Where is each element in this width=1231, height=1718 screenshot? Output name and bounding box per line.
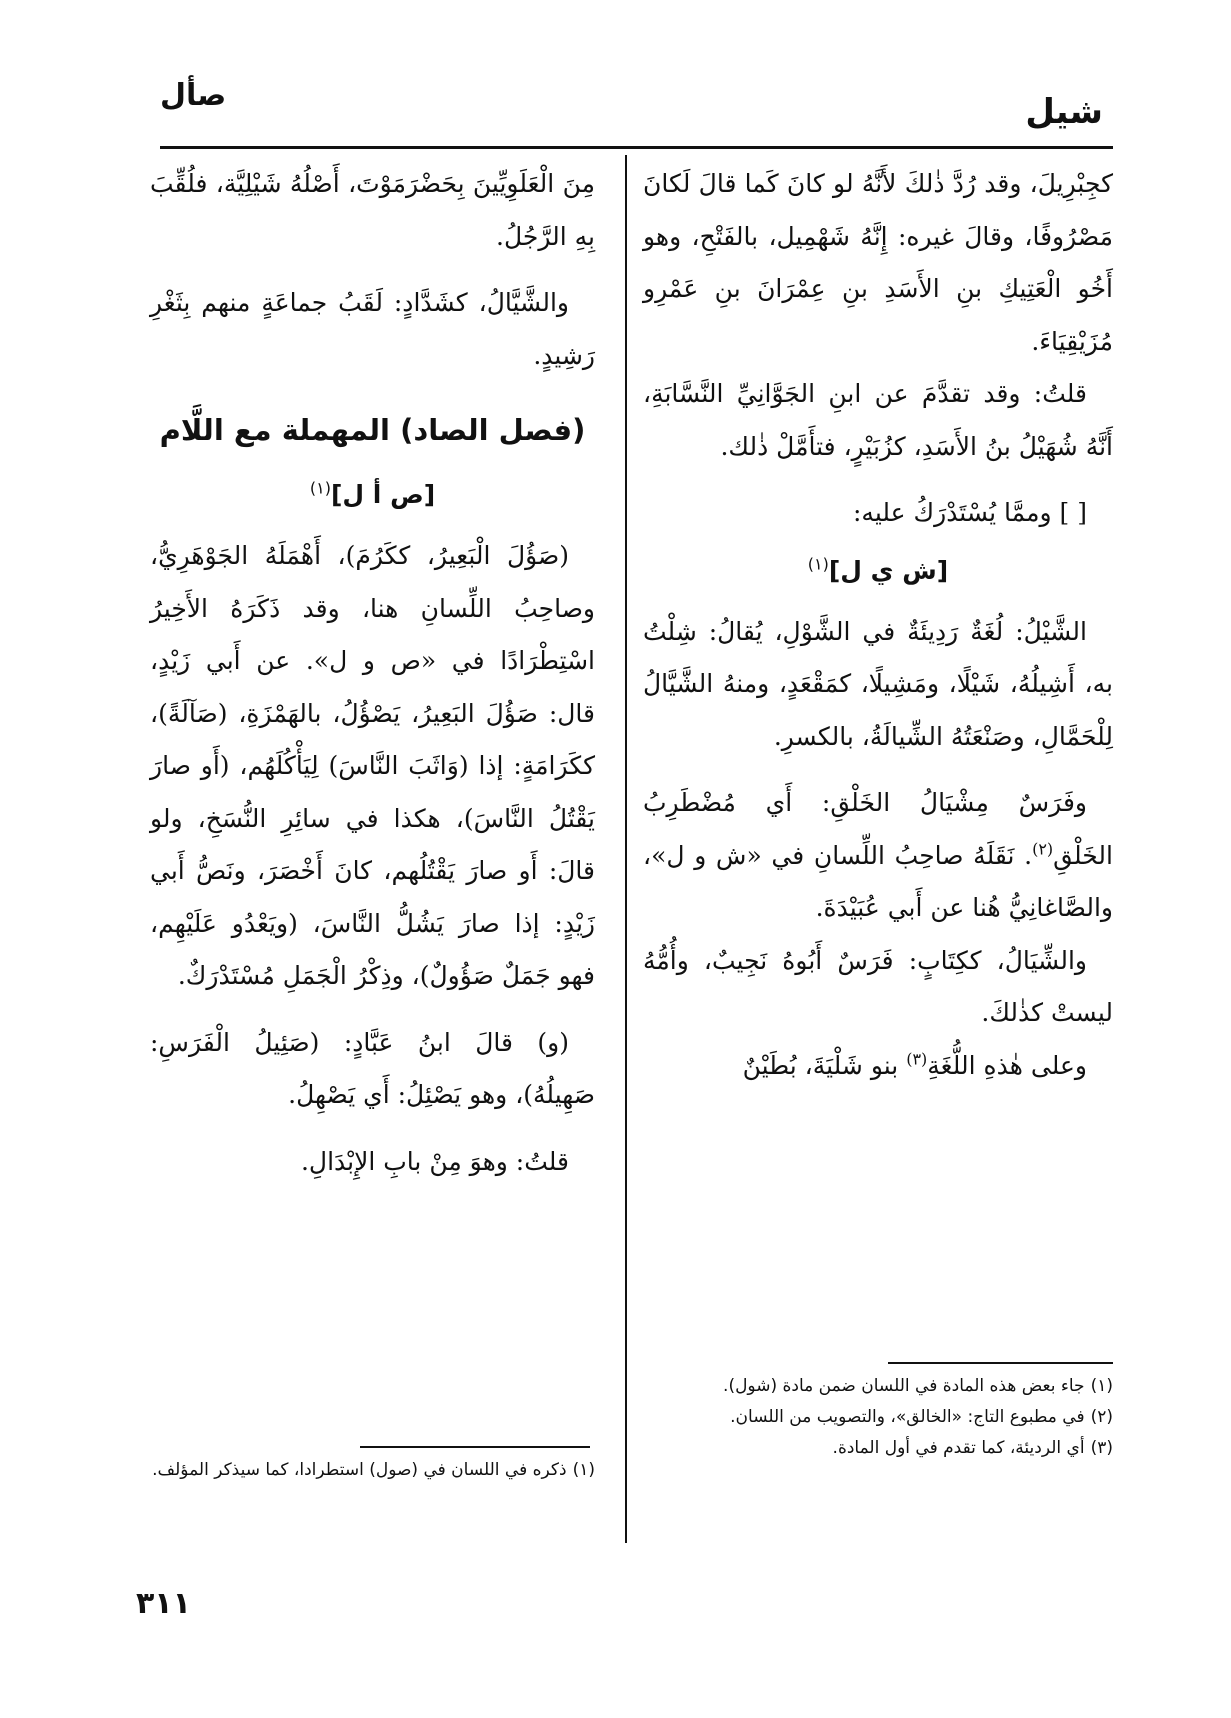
footnote-ref: (١) <box>309 478 331 498</box>
entry-paragraph: والشِّيَالُ، ككِتَابٍ: فَرَسٌ أَبُوهُ نَجِيبٌ، وأُمُّهُ ليستْ كذٰلكَ. <box>643 945 1113 1027</box>
footnotes-left <box>150 1456 595 1487</box>
entry-text: بنو شَلْيَةَ، بُطَيْنٌ <box>742 1050 907 1080</box>
entry-paragraph: (صَؤُلَ الْبَعِيرُ، ككَرُمَ)، أَهْمَلَهُ الجَوْهَرِيُّ، وصاحِبُ اللِّسانِ هنا، وقد ذَكَرَهُ الأَخِيرُ اسْتِطْرَادًا في «ص و ل». عن أَبي زَيْدٍ، قال: صَؤُلَ البَعِيرُ، يَصْؤُلُ، بالهَمْزَةِ، (صَآلَةً)، ككَرَامَةٍ: إذا (وَاثَبَ النَّاسَ) لِيَأْكُلَهُم، (أَو صارَ يَقْتُلُ النَّاسَ)، هكذا في سائِرِ النُّسَخِ، ولو قالَ: أَو صارَ يَقْتُلُهم، كانَ أَخْصَرَ، ونَصُّ أَبي زَيْدٍ: إذا صارَ يَشُلُّ النَّاسَ، (ويَعْدُو عَلَيْهِم، فهو جَمَلٌ صَؤُولٌ)، وذِكْرُ الْجَمَلِ مُسْتَدْرَكٌ. <box>150 541 595 990</box>
section-heading: (فصل الصاد) المهملة مع اللَّام <box>159 413 586 447</box>
column-divider <box>625 155 627 1543</box>
entry-text: . نَقَلَهُ صاحِبُ اللِّسانِ في «ش و ل»، والصَّاغانِيُّ هُنا عن أَبي عُبَيْدَةَ. <box>643 840 1113 922</box>
footnote <box>643 1434 1113 1463</box>
entry-paragraph: قلتُ: وقد تقدَّمَ عن ابنِ الجَوَّانِيِّ النَّسَّابَةِ، أَنَّهُ شُهَيْلُ بنُ الأَسَدِ، كزُبَيْرٍ، فتأَمَّلْ ذٰلك. <box>643 379 1113 461</box>
footnote-ref: (٣) <box>906 1049 928 1069</box>
entry-text: وعلى هٰذهِ اللُّغَةِ <box>927 1050 1087 1080</box>
entry-paragraph: [ ] وممَّا يُسْتَدْرَكُ عليه: <box>853 498 1087 527</box>
entry-paragraph <box>643 1040 1113 1093</box>
footnote-text: جاء بعض هذه المادة في اللسان ضمن مادة (شول). <box>723 1376 1085 1396</box>
left-column <box>150 158 595 1188</box>
footnote-number: (١) <box>572 1460 595 1480</box>
footnote-ref: (١) <box>807 554 829 574</box>
footnote <box>643 1372 1113 1401</box>
header-rule <box>160 146 1113 149</box>
entry-paragraph: والشَّيَّالُ، كشَدَّادٍ: لَقَبُ جماعَةٍ منهم بِثَغْرِ رَشِيدٍ. <box>150 288 595 370</box>
footnote-text: أي الرديئة، كما تقدم في أول المادة. <box>832 1438 1085 1458</box>
footnote-text: في مطبوع التاج: «الخالق»، والتصويب من اللسان. <box>730 1407 1085 1427</box>
entry-text: وفَرَسٌ مِشْيَالُ الخَلْقِ: أَي مُضْطَرِبُ الخَلْقِ <box>643 788 1113 870</box>
footnote <box>150 1456 595 1485</box>
entry-paragraph: الشَّيْلُ: لُغَةٌ رَدِيئَةٌ في الشَّوْلِ، يُقالُ: شِلْتُ به، أَشِيلُهُ، شَيْلًا، ومَشِيلًا، كمَقْعَدٍ، ومنهُ الشَّيَّالُ لِلْحَمَّالِ، وصَنْعَتُهُ الشِّيالَةُ، بالكسرِ. <box>643 616 1113 751</box>
root-label <box>150 470 595 520</box>
root-label-text: [ص أ ل] <box>330 480 436 509</box>
footnote-number: (٣) <box>1090 1438 1113 1458</box>
footnotes-right <box>643 1372 1113 1465</box>
entry-paragraph: كجِبْرِيلَ، وقد رُدَّ ذٰلكَ لأَنَّهُ لو كانَ كَما قالَ لَكانَ مَصْرُوفًا، وقالَ غيره: إِنَّهُ شَهْمِيل، بالفَتْحِ، وهو أَخُو الْعَتِيكِ بنِ الأَسَدِ بنِ عِمْرَانَ بنِ عَمْرِو مُزَيْقِيَاءَ. <box>643 169 1113 356</box>
right-column <box>643 158 1113 1092</box>
footnote-number: (٢) <box>1090 1407 1113 1427</box>
footnote-rule <box>888 1362 1113 1364</box>
root-label <box>643 546 1113 596</box>
running-head-left: صأل <box>160 78 227 113</box>
footnote-ref: (٢) <box>1032 839 1054 859</box>
root-label-text: [ش ي ل] <box>828 555 949 585</box>
entry-paragraph: مِنَ الْعَلَوِيِّينَ بِحَضْرَمَوْتَ، أَصْلُهُ شَيْلِيَّة، فلُقِّبَ بِهِ الرَّجُلُ. <box>150 169 595 251</box>
entry-paragraph <box>643 777 1113 935</box>
footnote-rule <box>360 1446 590 1448</box>
entry-paragraph: قلتُ: وهوَ مِنْ بابِ الإِبْدَالِ. <box>300 1146 569 1176</box>
footnote-text: ذكره في اللسان في (صول) استطرادا، كما سيذكر المؤلف. <box>152 1460 567 1480</box>
page-number: ٣١١ <box>136 1586 191 1621</box>
entry-paragraph: (و) قالَ ابنُ عَبَّادٍ: (صَئِيلُ الْفَرَسِ: صَهِيلُهُ)، وهو يَصْئِلُ: أَي يَصْهِلُ. <box>150 1027 595 1109</box>
running-head-right: شيل <box>1025 92 1103 132</box>
footnote <box>643 1403 1113 1432</box>
footnote-number: (١) <box>1090 1376 1113 1396</box>
